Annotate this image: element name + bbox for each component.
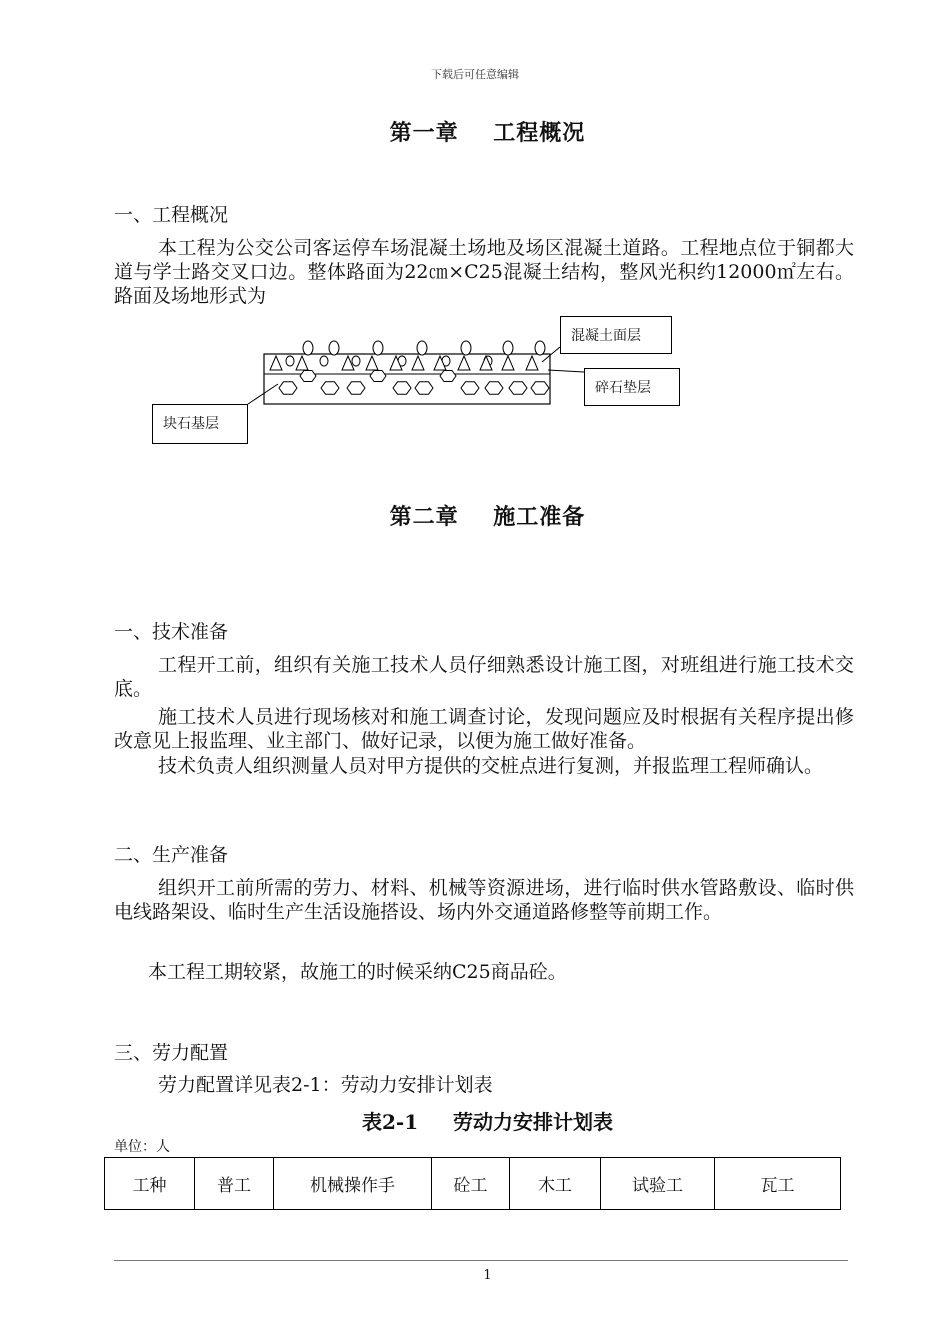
leader-line-gravel <box>548 370 584 372</box>
table-header-cell: 瓦工 <box>715 1158 841 1210</box>
section-heading-overview: 一、工程概况 <box>114 204 229 226</box>
chapter-2-title: 第二章 施工准备 <box>389 504 586 530</box>
labor-plan-table <box>104 1157 841 1210</box>
table-header-cell: 试验工 <box>601 1158 715 1210</box>
table-header-cell: 工种 <box>105 1158 195 1210</box>
paragraph-technical-1: 工程开工前，组织有关施工技术人员仔细熟悉设计施工图，对班组进行施工技术交底。 <box>114 654 854 700</box>
diagram-leader-lines <box>0 0 950 460</box>
page-header-note: 下载后可任意编辑 <box>431 68 519 81</box>
paragraph-overview: 本工程为公交公司客运停车场混凝土场地及场区混凝土道路。工程地点位于铜都大道与学士路交叉口边。整体路面为22㎝×C25混凝土结构，整风光积约12000㎡左右。路面及场地形式为 <box>114 237 854 307</box>
paragraph-technical-2: 施工技术人员进行现场核对和施工调查讨论，发现问题应及时根据有关程序提出修改意见上报监理、业主部门、做好记录，以便为施工做好准备。 <box>114 706 854 752</box>
table-header-cell: 普工 <box>195 1158 274 1210</box>
label-block-stone-base-layer: 块石基层 <box>152 404 248 444</box>
paragraph-production-2: 本工程工期较紧，故施工的时候采纳C25商品砼。 <box>148 961 567 983</box>
leader-line-surface <box>542 347 560 362</box>
section-heading-production: 二、生产准备 <box>114 844 229 866</box>
page-number: 1 <box>483 1268 492 1283</box>
section-heading-labor: 三、劳力配置 <box>114 1042 229 1064</box>
table-header-cell: 木工 <box>510 1158 601 1210</box>
leader-line-base <box>248 384 278 404</box>
paragraph-technical-3: 技术负责人组织测量人员对甲方提供的交桩点进行复测，并报监理工程师确认。 <box>158 755 824 777</box>
footer-divider <box>114 1260 848 1261</box>
table-caption: 表2-1 劳动力安排计划表 <box>362 1110 613 1134</box>
table-header-cell: 砼工 <box>432 1158 510 1210</box>
label-concrete-surface-layer: 混凝土面层 <box>560 316 672 354</box>
paragraph-production-1: 组织开工前所需的劳力、材料、机械等资源进场，进行临时供水管路敷设、临时供电线路架设、临时生产生活设施搭设、场内外交通道路修整等前期工作。 <box>114 877 854 923</box>
chapter-1-title: 第一章 工程概况 <box>389 120 586 146</box>
paragraph-labor: 劳力配置详见表2-1：劳动力安排计划表 <box>158 1074 493 1096</box>
table-header-row <box>105 1158 841 1210</box>
table-header-cell: 机械操作手 <box>274 1158 432 1210</box>
label-gravel-cushion-layer: 碎石垫层 <box>584 368 680 406</box>
table-unit: 单位：人 <box>114 1139 170 1155</box>
section-heading-technical: 一、技术准备 <box>114 621 229 643</box>
